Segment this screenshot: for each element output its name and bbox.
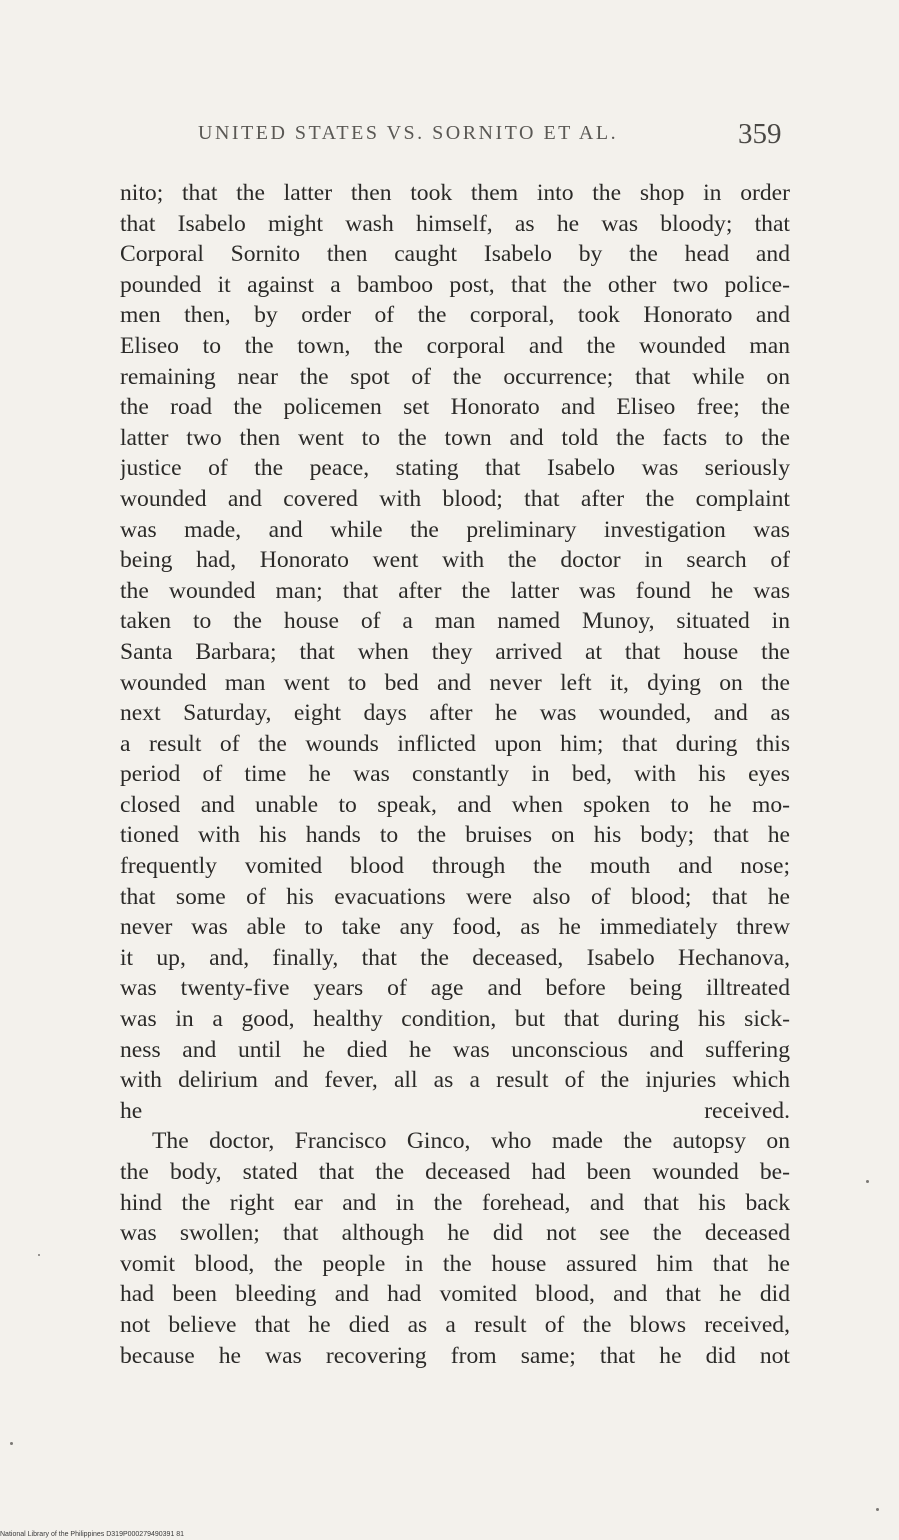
text-line: Eliseo to the town, the corporal and the wounded man bbox=[120, 332, 790, 359]
text-line: a result of the wounds inflicted upon him; that during this bbox=[120, 730, 790, 757]
text-line: the body, stated that the deceased had been wounded be- bbox=[120, 1159, 790, 1185]
text-line: the wounded man; that after the latter was found he was bbox=[120, 577, 790, 604]
text-line: Santa Barbara; that when they arrived at that house the bbox=[120, 638, 790, 665]
text-line: never was able to take any food, as he immediately threw bbox=[120, 914, 790, 941]
text-line: tioned with his hands to the bruises on his body; that he bbox=[120, 822, 790, 849]
running-head: UNITED STATES VS. SORNITO ET AL. bbox=[198, 122, 619, 144]
scan-speck bbox=[866, 1180, 869, 1183]
text-line: wounded man went to bed and never left it, dying on the bbox=[120, 669, 790, 696]
text-line: was twenty-five years of age and before being illtreated bbox=[120, 975, 790, 1002]
footer-credit: National Library of the Philippines D319P000279490391 81 bbox=[0, 1531, 185, 1538]
text-line: next Saturday, eight days after he was wounded, and as bbox=[120, 700, 790, 727]
text-line: was made, and while the preliminary investigation was bbox=[120, 516, 790, 543]
text-line: wounded and covered with blood; that after the complaint bbox=[120, 485, 790, 512]
text-line: vomit blood, the people in the house assured him that he bbox=[120, 1250, 790, 1277]
text-line: that Isabelo might wash himself, as he was bloody; that bbox=[120, 210, 790, 237]
scan-speck bbox=[876, 1508, 879, 1511]
text-line: hind the right ear and in the forehead, and that his back bbox=[120, 1189, 790, 1216]
text-line: had been bleeding and had vomited blood, and that he did bbox=[120, 1281, 790, 1308]
text-line: closed and unable to speak, and when spoken to he mo- bbox=[120, 791, 790, 818]
text-line: taken to the house of a man named Munoy, situated in bbox=[120, 608, 790, 635]
text-line: not believe that he died as a result of the blows received, bbox=[120, 1311, 790, 1338]
text-line: because he was recovering from same; that he did not bbox=[120, 1342, 790, 1369]
text-line: remaining near the spot of the occurrence; that while on bbox=[120, 363, 790, 390]
text-line: that some of his evacuations were also of blood; that he bbox=[120, 883, 790, 910]
page-number: 359 bbox=[738, 118, 782, 150]
text-line: he received. bbox=[120, 1097, 790, 1124]
text-line: latter two then went to the town and told the facts to the bbox=[120, 424, 790, 451]
text-line: ness and until he died he was unconscious and suffering bbox=[120, 1036, 790, 1063]
text-line: nito; that the latter then took them into the shop in order bbox=[120, 180, 790, 206]
text-line: with delirium and fever, all as a result of the injuries which bbox=[120, 1067, 790, 1094]
text-line: being had, Honorato went with the doctor in search of bbox=[120, 547, 790, 574]
body-text bbox=[120, 178, 790, 1371]
scan-speck bbox=[10, 1442, 13, 1445]
text-line: was in a good, healthy condition, but that during his sick- bbox=[120, 1006, 790, 1033]
scan-speck bbox=[38, 1254, 40, 1256]
paragraph-1 bbox=[120, 178, 790, 1126]
page-header bbox=[0, 118, 899, 158]
text-line: men then, by order of the corporal, took Honorato and bbox=[120, 302, 790, 329]
paragraph-2 bbox=[120, 1126, 790, 1371]
text-line: frequently vomited blood through the mouth and nose; bbox=[120, 853, 790, 880]
text-line: period of time he was constantly in bed, with his eyes bbox=[120, 761, 790, 788]
text-line: was swollen; that although he did not see the deceased bbox=[120, 1220, 790, 1247]
text-line: it up, and, finally, that the deceased, Isabelo Hechanova, bbox=[120, 944, 790, 971]
text-line: pounded it against a bamboo post, that the other two police- bbox=[120, 271, 790, 298]
text-line: The doctor, Francisco Ginco, who made the autopsy on bbox=[152, 1128, 790, 1155]
text-line: Corporal Sornito then caught Isabelo by the head and bbox=[120, 241, 790, 268]
text-line: justice of the peace, stating that Isabelo was seriously bbox=[120, 455, 790, 482]
text-line: the road the policemen set Honorato and Eliseo free; the bbox=[120, 394, 790, 421]
